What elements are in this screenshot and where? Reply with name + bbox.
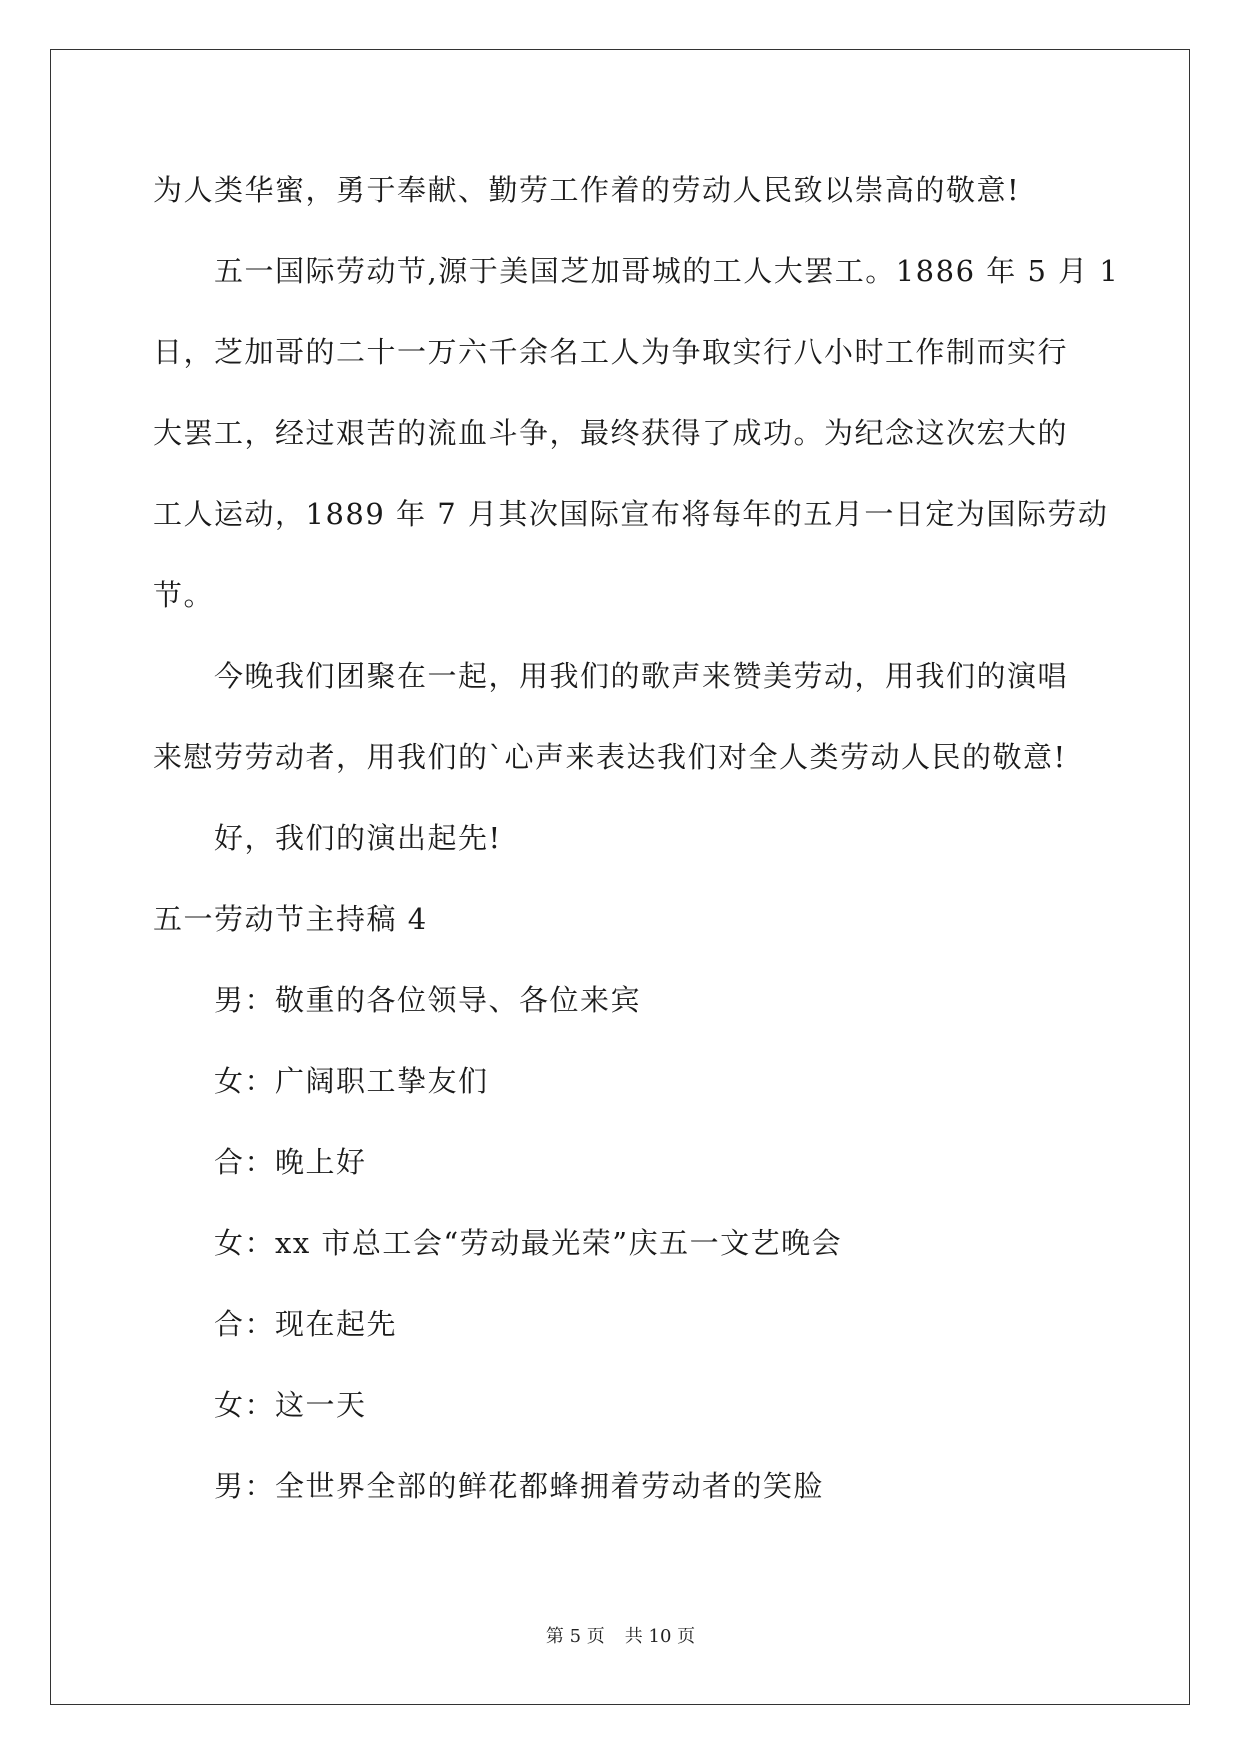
section-heading: 五一劳动节主持稿 4 [153,902,428,936]
document-body [153,150,1120,1527]
text-line: 为人类华蜜，勇于奉献、勤劳工作着的劳动人民致以崇高的敬意! [153,173,1021,207]
page-footer [0,1622,1241,1648]
text-line: 大罢工，经过艰苦的流血斗争，最终获得了成功。为纪念这次宏大的 [153,416,1069,450]
text-line: 工人运动，1889 年 7 月其次国际宣布将每年的五月一日定为国际劳动 [153,497,1109,531]
dialogue-line: 女：这一天 [214,1388,367,1422]
dialogue-line: 男：敬重的各位领导、各位来宾 [214,983,642,1017]
page-number: 第 5 页 [545,1626,605,1647]
paragraph-start: 好，我们的演出起先! [214,821,502,855]
paragraph-start: 今晚我们团聚在一起，用我们的歌声来赞美劳动，用我们的演唱 [214,659,1069,693]
dialogue-line: 女：广阔职工挚友们 [214,1064,489,1098]
paragraph-start: 五一国际劳动节,源于美国芝加哥城的工人大罢工。1886 年 5 月 1 [214,254,1120,288]
dialogue-line: 女：xx 市总工会“劳动最光荣”庆五一文艺晚会 [214,1226,843,1260]
page-total: 共 10 页 [624,1626,696,1647]
dialogue-line: 男：全世界全部的鲜花都蜂拥着劳动者的笑脸 [214,1469,825,1503]
dialogue-line: 合：现在起先 [214,1307,398,1341]
dialogue-line: 合：晚上好 [214,1145,367,1179]
text-line: 日，芝加哥的二十一万六千余名工人为争取实行八小时工作制而实行 [153,335,1069,369]
text-line: 节。 [153,578,215,612]
text-line: 来慰劳劳动者，用我们的`心声来表达我们对全人类劳动人民的敬意! [153,740,1067,774]
